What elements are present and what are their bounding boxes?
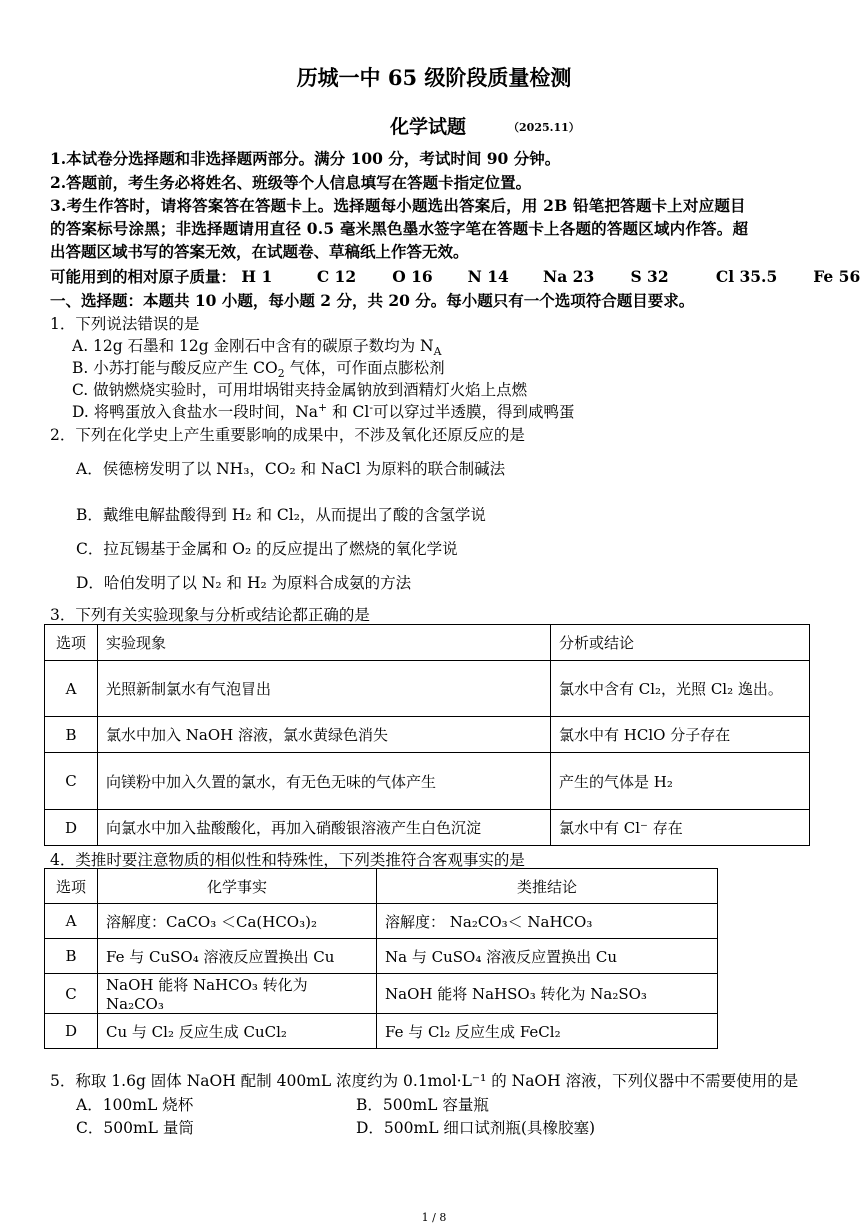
question-3-table [44, 624, 810, 846]
exam-date: （2025.11） [508, 121, 580, 134]
table-row [45, 717, 810, 753]
instruction-3-line2: 的答案标号涂黑；非选择题请用直径 0.5 毫米黑色墨水签字笔在答题卡上各题的答题区域内作答。超 [50, 219, 749, 238]
table-header-cell: 实验现象 [98, 625, 551, 661]
atomic-mass-item: Fe 56 [813, 267, 861, 286]
question-2-option-a: A．侯德榜发明了以 NH₃，CO₂ 和 NaCl 为原料的联合制碱法 [76, 460, 506, 478]
subject-title: 化学试题 [390, 116, 467, 138]
atomic-mass-item: N 14 [467, 267, 509, 286]
atomic-masses [50, 265, 860, 287]
question-2-option-b: B．戴维电解盐酸得到 H₂ 和 Cl₂，从而提出了酸的含氢学说 [76, 506, 486, 524]
table-cell: D [45, 1014, 98, 1049]
atomic-mass-item: C 12 [316, 267, 357, 286]
question-2-stem: 2．下列在化学史上产生重要影响的成果中，不涉及氧化还原反应的是 [50, 426, 525, 444]
question-5-option-b: B．500mL 容量瓶 [356, 1096, 489, 1114]
question-1-option-d: D. 将鸭蛋放入食盐水一段时间，Na+ 和 Cl-可以穿过半透膜，得到咸鸭蛋 [72, 400, 575, 421]
question-5-option-a: A．100mL 烧杯 [76, 1096, 194, 1114]
atomic-masses-label: 可能用到的相对原子质量： [50, 267, 237, 286]
question-1-option-a: A. 12g 石墨和 12g 金刚石中含有的碳原子数均为 $N_A$ [72, 337, 442, 359]
table-row [45, 810, 810, 846]
table-cell: 向氯水中加入盐酸酸化，再加入硝酸银溶液产生白色沉淀 [98, 810, 551, 846]
page-number: 1 / 8 [421, 1211, 447, 1224]
table-cell: NaOH 能将 NaHSO₃ 转化为 Na₂SO₃ [377, 974, 718, 1014]
question-1-option-c: C. 做钠燃烧实验时，可用坩埚钳夹持金属钠放到酒精灯火焰上点燃 [72, 381, 528, 399]
question-5-stem: 5．称取 1.6g 固体 NaOH 配制 400mL 浓度约为 0.1mol·L⁻¹ 的 NaOH 溶液，下列仪器中不需要使用的是 [50, 1072, 799, 1090]
table-cell: A [45, 661, 98, 717]
table-row [45, 904, 718, 939]
table-row [45, 939, 718, 974]
table-cell: B [45, 939, 98, 974]
question-2-option-d: D．哈伯发明了以 N₂ 和 H₂ 为原料合成氨的方法 [76, 574, 412, 592]
table-header-row [45, 625, 810, 661]
table-cell: 氯水中加入 NaOH 溶液，氯水黄绿色消失 [98, 717, 551, 753]
question-1-stem: 1．下列说法错误的是 [50, 315, 200, 333]
table-cell: 光照新制氯水有气泡冒出 [98, 661, 551, 717]
instruction-3-line3: 出答题区域书写的答案无效，在试题卷、草稿纸上作答无效。 [50, 242, 469, 261]
table-header-cell: 类推结论 [377, 869, 718, 904]
table-cell: 溶解度：CaCO₃ ＜Ca(HCO₃)₂ [98, 904, 377, 939]
atomic-mass-item: H 1 [241, 267, 273, 286]
table-cell: C [45, 753, 98, 810]
table-cell: 溶解度： Na₂CO₃＜ NaHCO₃ [377, 904, 718, 939]
exam-title: 历城一中 65 级阶段质量检测 [296, 65, 572, 90]
table-cell: D [45, 810, 98, 846]
table-row [45, 661, 810, 717]
atomic-mass-item: Cl 35.5 [715, 267, 778, 286]
section-heading: 一、选择题：本题共 10 小题，每小题 2 分，共 20 分。每小题只有一个选项符合题目要求。 [50, 291, 695, 310]
table-cell: B [45, 717, 98, 753]
question-4-stem: 4．类推时要注意物质的相似性和特殊性，下列类推符合客观事实的是 [50, 851, 525, 869]
atomic-mass-item: S 32 [630, 267, 669, 286]
table-header-cell: 选项 [45, 625, 98, 661]
exam-subtitle [390, 112, 580, 139]
table-row [45, 974, 718, 1014]
question-2-option-c: C．拉瓦锡基于金属和 O₂ 的反应提出了燃烧的氧化学说 [76, 540, 458, 558]
table-cell: 氯水中有 Cl⁻ 存在 [551, 810, 810, 846]
table-header-cell: 选项 [45, 869, 98, 904]
table-cell: Fe 与 Cl₂ 反应生成 FeCl₂ [377, 1014, 718, 1049]
table-cell: 氯水中有 HClO 分子存在 [551, 717, 810, 753]
table-cell: 氯水中含有 Cl₂，光照 Cl₂ 逸出。 [551, 661, 810, 717]
table-cell: C [45, 974, 98, 1014]
table-cell: Na 与 CuSO₄ 溶液反应置换出 Cu [377, 939, 718, 974]
instruction-1: 1.本试卷分选择题和非选择题两部分。满分 100 分，考试时间 90 分钟。 [50, 149, 561, 168]
atomic-mass-item: O 16 [392, 267, 433, 286]
question-3-stem: 3．下列有关实验现象与分析或结论都正确的是 [50, 606, 370, 624]
table-row [45, 1014, 718, 1049]
table-cell: 向镁粉中加入久置的氯水，有无色无味的气体产生 [98, 753, 551, 810]
table-cell: Cu 与 Cl₂ 反应生成 CuCl₂ [98, 1014, 377, 1049]
table-header-cell: 分析或结论 [551, 625, 810, 661]
table-header-cell: 化学事实 [98, 869, 377, 904]
question-1-option-b: B. 小苏打能与酸反应产生 $CO_2$ 气体，可作面点膨松剂 [72, 359, 445, 381]
table-cell: A [45, 904, 98, 939]
table-header-row [45, 869, 718, 904]
table-cell: NaOH 能将 NaHCO₃ 转化为 Na₂CO₃ [98, 974, 377, 1014]
table-row [45, 753, 810, 810]
table-cell: 产生的气体是 H₂ [551, 753, 810, 810]
table-cell: Fe 与 CuSO₄ 溶液反应置换出 Cu [98, 939, 377, 974]
instruction-2: 2.答题前，考生务必将姓名、班级等个人信息填写在答题卡指定位置。 [50, 173, 532, 192]
instruction-3-line1: 3.考生作答时，请将答案答在答题卡上。选择题每小题选出答案后，用 2B 铅笔把答题卡上对应题目 [50, 196, 746, 215]
question-5-option-d: D．500mL 细口试剂瓶(具橡胶塞) [356, 1119, 596, 1137]
atomic-mass-item: Na 23 [543, 267, 595, 286]
question-4-table [44, 868, 718, 1049]
question-5-option-c: C．500mL 量筒 [76, 1119, 194, 1137]
